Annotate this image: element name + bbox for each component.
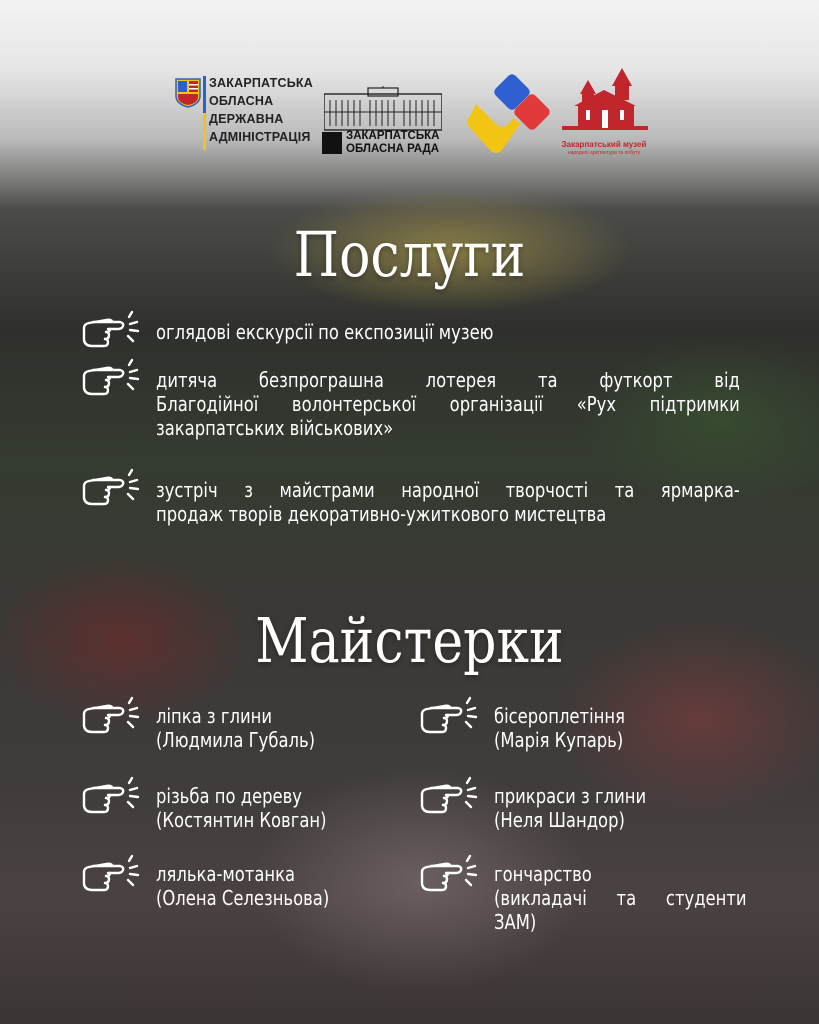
- workshop-item-line: прикраси з глини: [494, 784, 647, 808]
- workshop-item: [418, 774, 748, 832]
- museum-logo: [552, 66, 662, 166]
- council-logo: [322, 86, 450, 166]
- coat-of-arms-icon: [175, 78, 201, 108]
- pointing-hand-icon: [80, 466, 142, 510]
- administration-name-line: ДЕРЖАВНА: [209, 112, 284, 126]
- pointing-hand-icon: [80, 774, 142, 818]
- administration-name: [209, 74, 313, 146]
- service-item-line: дитяча безпрограшна лотерея та футкорт від: [156, 368, 740, 392]
- workshop-item-line: (Людмила Губаль): [156, 728, 316, 752]
- pointing-hand-icon: [80, 356, 142, 400]
- logo-divider: [203, 76, 206, 150]
- workshop-item-line: гончарство: [494, 862, 592, 886]
- council-mark-icon: [322, 132, 342, 154]
- workshop-item-line: ЗАМ): [494, 910, 537, 934]
- administration-name-line: АДМІНІСТРАЦІЯ: [209, 130, 311, 144]
- workshop-item-line: ліпка з глини: [156, 704, 273, 728]
- building-icon: [324, 86, 442, 132]
- partner-logos: [0, 60, 819, 170]
- pointing-hand-icon: [80, 308, 142, 352]
- workshop-item: [80, 852, 380, 910]
- council-name-line: ОБЛАСНА РАДА: [346, 143, 440, 155]
- council-name-line: ЗАКАРПАТСЬКА: [346, 130, 440, 142]
- workshops-title: Майстерки: [255, 604, 564, 677]
- council-name: [346, 130, 439, 156]
- service-item-line: оглядові екскурсії по експозиції музею: [156, 320, 494, 344]
- workshop-item: [80, 774, 380, 832]
- workshop-item-line: лялька-мотанка: [156, 862, 296, 886]
- administration-name-line: ЗАКАРПАТСЬКА: [209, 76, 313, 90]
- church-icon: [552, 66, 656, 140]
- workshop-item-line: (Марія Купарь): [494, 728, 624, 752]
- services-title: Послуги: [293, 218, 526, 291]
- workshop-item: [80, 694, 380, 752]
- pointing-hand-icon: [418, 774, 480, 818]
- pointing-hand-icon: [80, 852, 142, 896]
- service-item: [80, 308, 740, 344]
- workshop-item-line: бісероплетіння: [494, 704, 625, 728]
- pointing-hand-icon: [418, 852, 480, 896]
- service-item-line: зустріч з майстрами народної творчості та ярмарка-: [156, 478, 740, 502]
- workshop-item-line: (Костянтин Ковган): [156, 808, 327, 832]
- workshop-item-line: (викладачі та студенти: [494, 886, 747, 910]
- workshop-item-line: (Неля Шандор): [494, 808, 625, 832]
- pointing-hand-icon: [418, 694, 480, 738]
- service-item-line: продаж творів декоративно-ужиткового мистецтва: [156, 502, 607, 526]
- workshop-item-line: різьба по дереву: [156, 784, 302, 808]
- service-item-line: закарпатських військових»: [156, 416, 394, 440]
- museum-subcaption: народної архітектури та побуту: [567, 150, 641, 156]
- workshop-item-line: (Олена Селезньова): [156, 886, 330, 910]
- service-item-line: Благодійної волонтерської організації «Рух підтримки: [156, 392, 740, 416]
- hromady-logo: [462, 72, 554, 162]
- administration-name-line: ОБЛАСНА: [209, 94, 274, 108]
- pointing-hand-icon: [80, 694, 142, 738]
- administration-logo: [175, 74, 313, 154]
- museum-caption: Закарпатський музей: [561, 140, 647, 149]
- diamond-blocks-icon: [462, 72, 554, 162]
- workshop-item: [418, 694, 748, 752]
